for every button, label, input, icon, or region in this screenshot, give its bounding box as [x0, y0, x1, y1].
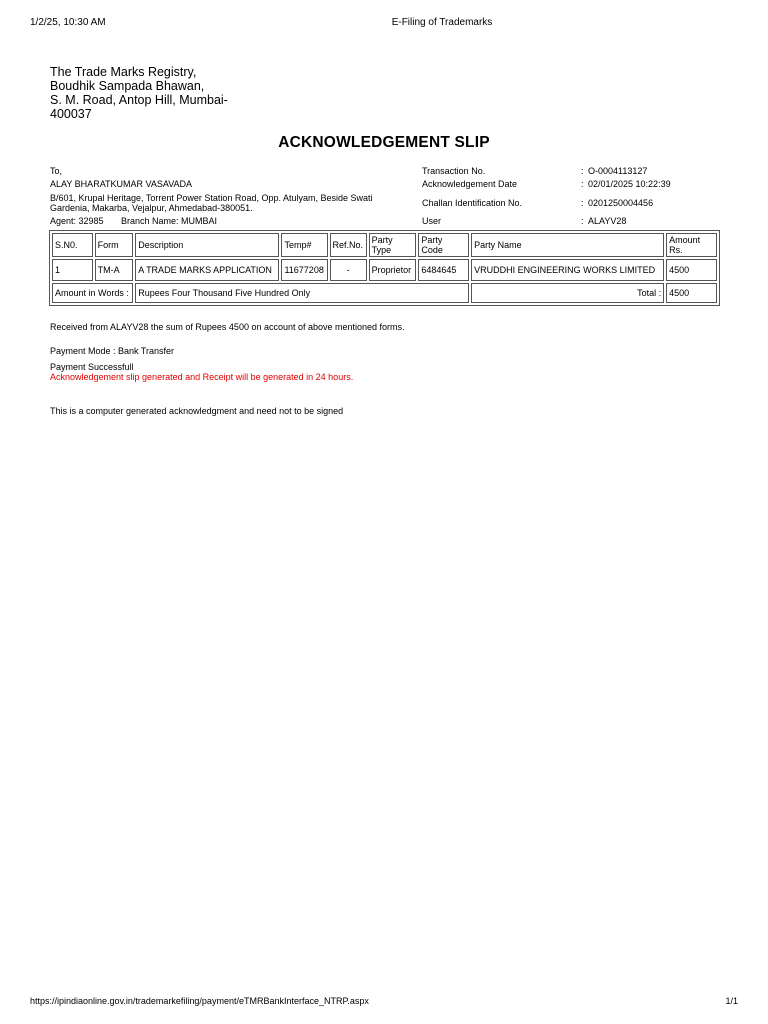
ack-date-label: Acknowledgement Date — [422, 179, 518, 189]
registry-address — [50, 65, 250, 121]
cell-description: A TRADE MARKS APPLICATION — [135, 259, 279, 281]
colon: : — [581, 166, 584, 176]
recipient-name: ALAY BHARATKUMAR VASAVADA — [50, 179, 193, 189]
registry-line: S. M. Road, Antop Hill, Mumbai- — [50, 93, 228, 107]
header-cell: Party Name — [471, 233, 664, 257]
forms-table — [49, 230, 720, 306]
user-value: ALAYV28 — [588, 216, 627, 226]
cell-sno: 1 — [52, 259, 93, 281]
header-cell: Ref.No. — [330, 233, 367, 257]
registry-line: The Trade Marks Registry, — [50, 65, 197, 79]
page-url: https://ipindiaonline.gov.in/trademarkefiling/payment/eTMRBankInterface_NTRP.aspx — [30, 996, 369, 1006]
agent-id: Agent: 32985 — [50, 216, 104, 226]
header-cell: Party Code — [418, 233, 469, 257]
computer-generated-note: This is a computer generated acknowledgment and need not to be signed — [50, 406, 344, 416]
cell-temp: 11677208 — [281, 259, 327, 281]
cell-party-name: VRUDDHI ENGINEERING WORKS LIMITED — [471, 259, 664, 281]
header-cell: S.N0. — [52, 233, 93, 257]
receipt-notice: Acknowledgement slip generated and Receipt will be generated in 24 hours. — [50, 372, 354, 382]
cell-party-type: Proprietor — [369, 259, 417, 281]
cell-refno: - — [330, 259, 367, 281]
recipient-address-line1: B/601, Krupal Heritage, Torrent Power Station Road, Opp. Atulyam, Beside Swati — [50, 193, 373, 203]
challan-label: Challan Identification No. — [422, 198, 523, 208]
print-datetime: 1/2/25, 10:30 AM — [30, 17, 106, 28]
to-label: To, — [50, 166, 63, 176]
user-label: User — [422, 216, 442, 226]
header-cell: Temp# — [281, 233, 327, 257]
header-cell: Amount Rs. — [666, 233, 717, 257]
colon: : — [581, 179, 584, 189]
payment-mode: Payment Mode : Bank Transfer — [50, 346, 175, 356]
page-number: 1/1 — [725, 996, 738, 1006]
table-header-row — [52, 233, 717, 257]
ack-date-value: 02/01/2025 10:22:39 — [588, 179, 671, 189]
payment-status: Payment Successfull — [50, 362, 134, 372]
slip-title: ACKNOWLEDGEMENT SLIP — [278, 134, 490, 151]
total-label: Total : — [471, 283, 664, 303]
transaction-value: O-0004113127 — [588, 166, 648, 176]
branch-name: Branch Name: MUMBAI — [121, 216, 218, 226]
registry-line: 400037 — [50, 107, 92, 121]
cell-party-code: 6484645 — [418, 259, 469, 281]
challan-value: 0201250004456 — [588, 198, 654, 208]
table-row — [52, 259, 717, 281]
received-note: Received from ALAYV28 the sum of Rupees 4500 on account of above mentioned forms. — [50, 322, 405, 332]
amount-words: Rupees Four Thousand Five Hundred Only — [135, 283, 469, 303]
amount-words-label: Amount in Words : — [52, 283, 133, 303]
transaction-label: Transaction No. — [422, 166, 486, 176]
cell-form: TM-A — [95, 259, 134, 281]
registry-line: Boudhik Sampada Bhawan, — [50, 79, 205, 93]
amount-row — [52, 283, 717, 303]
cell-amount: 4500 — [666, 259, 717, 281]
colon: : — [581, 198, 584, 208]
total-value: 4500 — [666, 283, 717, 303]
print-title: E-Filing of Trademarks — [391, 17, 493, 28]
recipient-address-line2: Gardenia, Makarba, Vejalpur, Ahmedabad-380051. — [50, 203, 253, 213]
header-cell: Description — [135, 233, 279, 257]
colon: : — [581, 216, 584, 226]
header-cell: Party Type — [369, 233, 417, 257]
header-cell: Form — [95, 233, 134, 257]
